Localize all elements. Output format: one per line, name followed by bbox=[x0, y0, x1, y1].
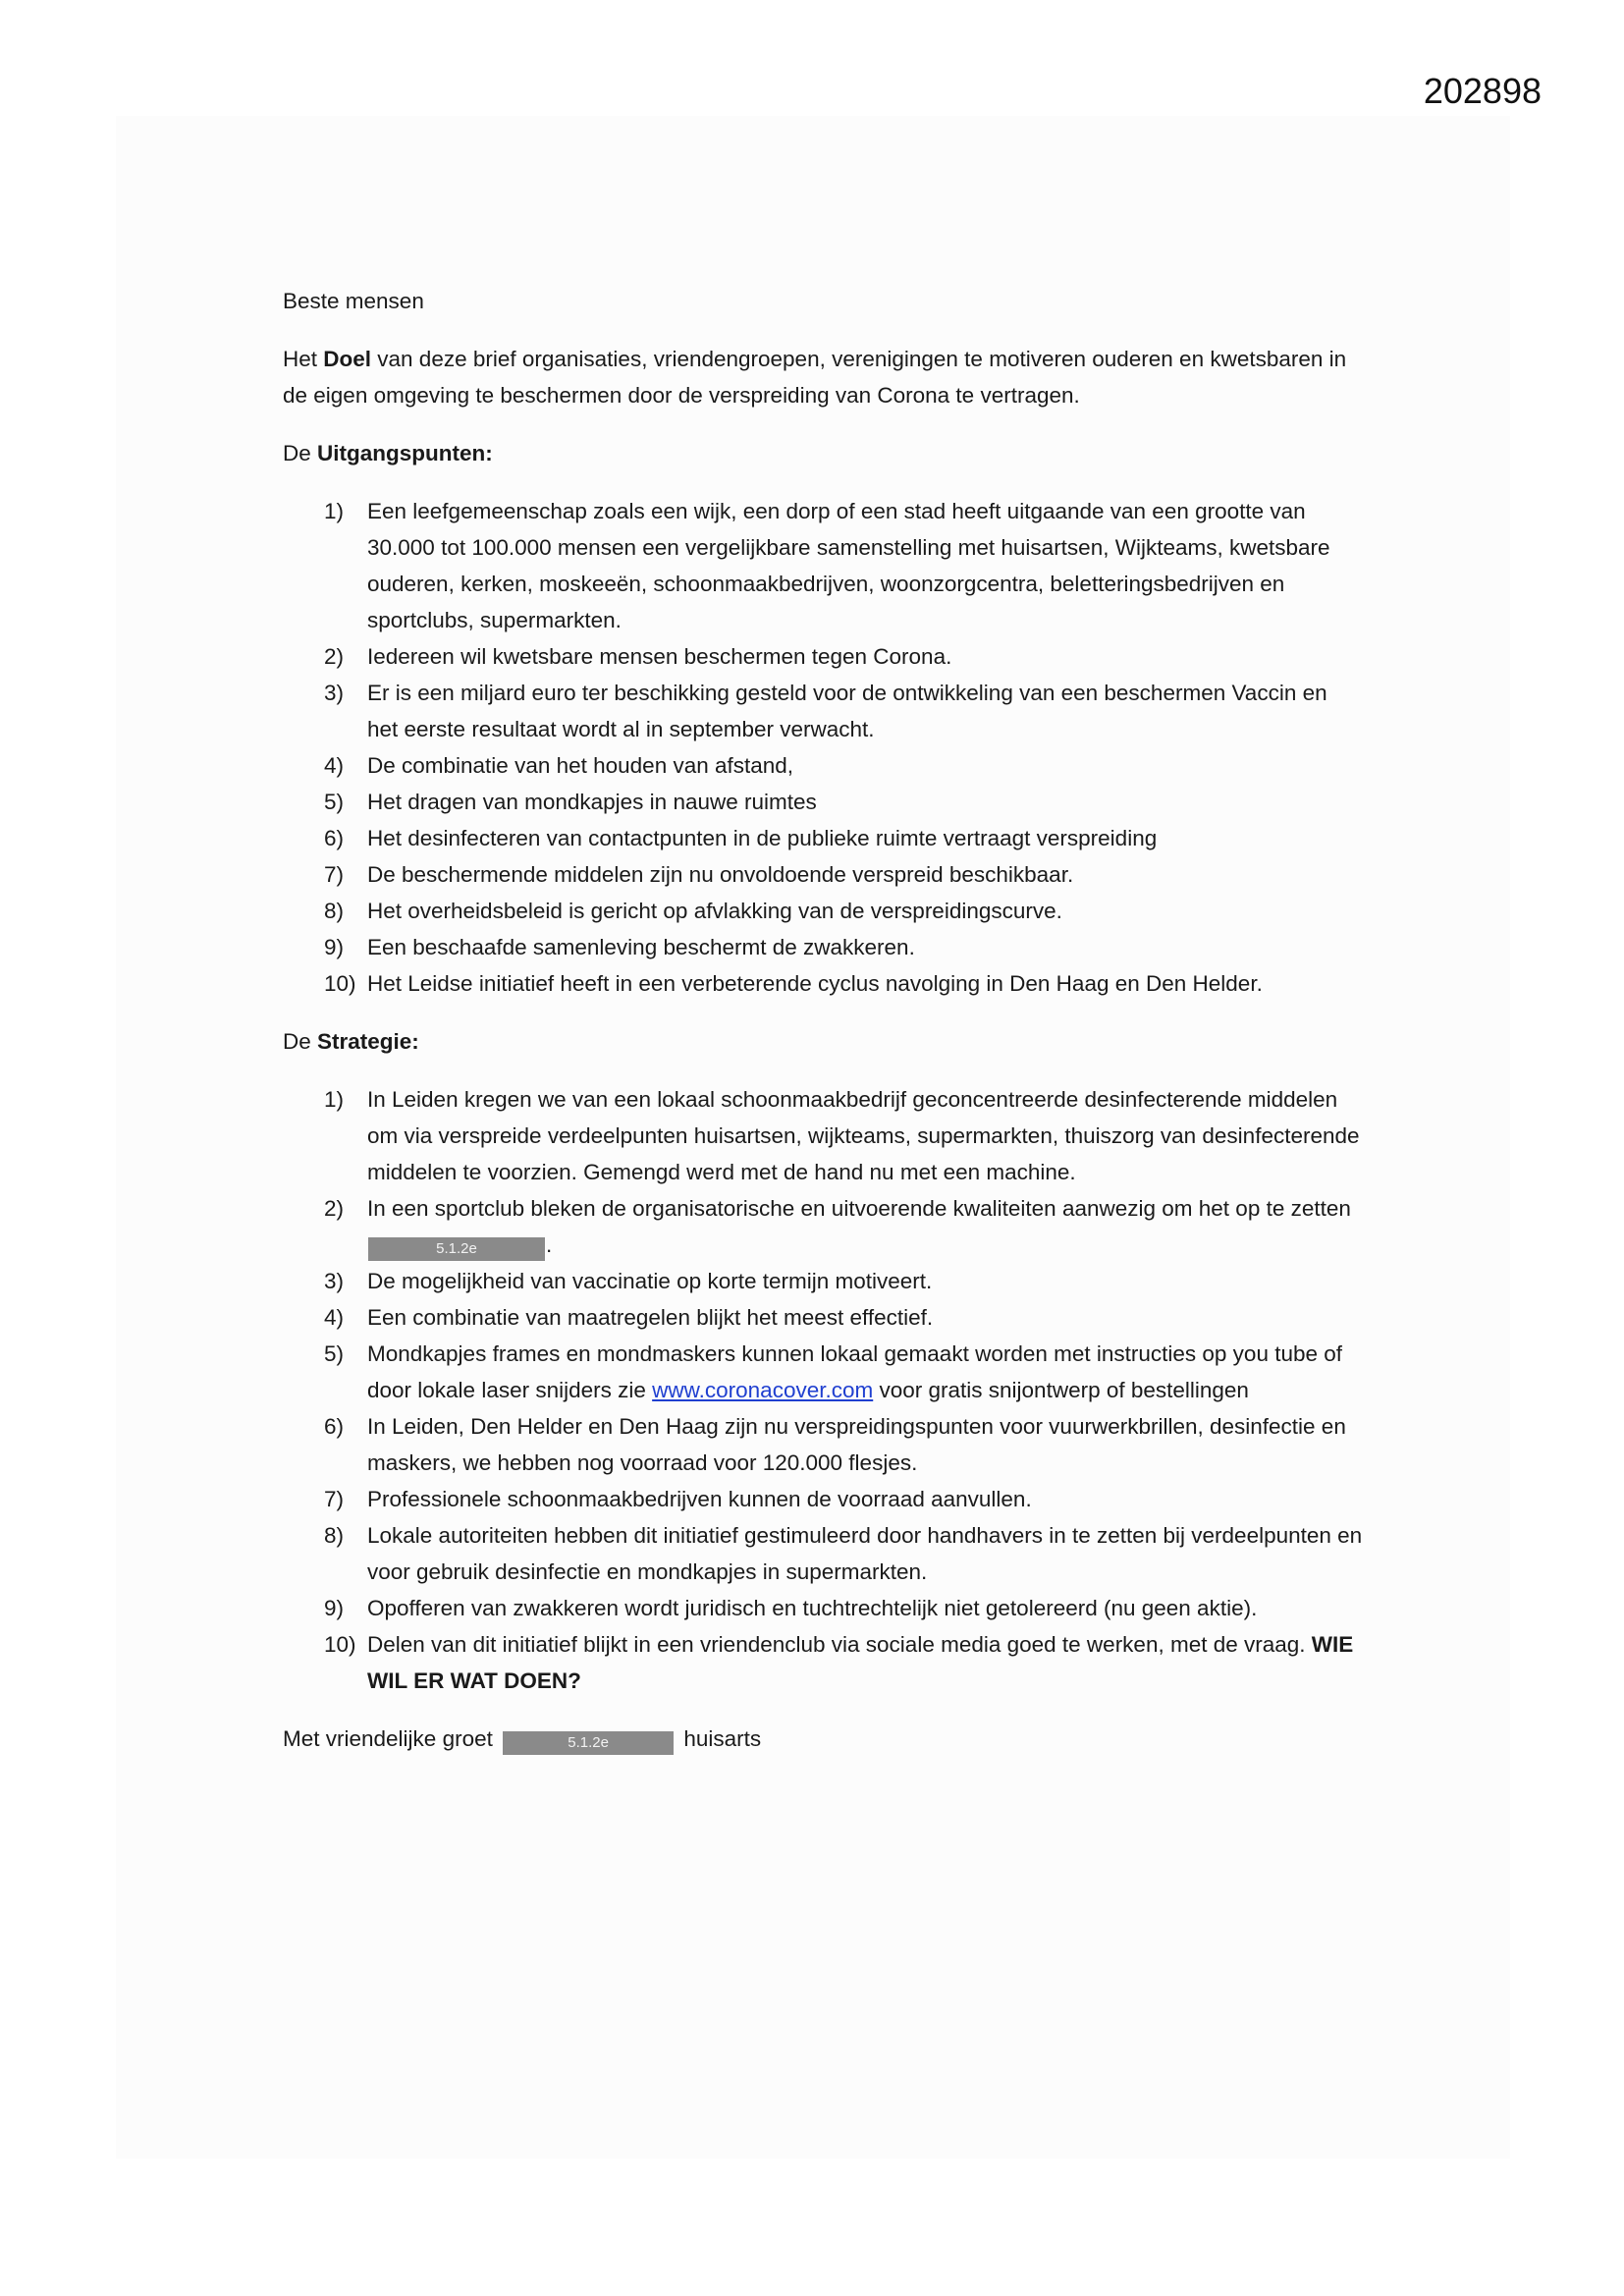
item-text: De combinatie van het houden van afstand, bbox=[367, 753, 794, 778]
item-number: 1) bbox=[324, 1087, 345, 1112]
item-text: Het dragen van mondkapjes in nauwe ruimtes bbox=[367, 790, 817, 814]
item-number: 9) bbox=[324, 935, 345, 959]
item-text: Er is een miljard euro ter beschikking gesteld voor de ontwikkeling van een beschermen Vaccin en het eerste resultaat wordt al in september verwacht. bbox=[367, 681, 1327, 741]
list-item bbox=[283, 747, 1363, 784]
item-text-pre: Mondkapjes frames en mondmaskers kunnen lokaal gemaakt worden met instructies op you tube of door lokale laser snijders zie bbox=[367, 1341, 1343, 1402]
list-item bbox=[283, 784, 1363, 820]
item-text: Professionele schoonmaakbedrijven kunnen de voorraad aanvullen. bbox=[367, 1487, 1032, 1511]
list-item bbox=[283, 1081, 1363, 1190]
item-number: 8) bbox=[324, 899, 345, 923]
redaction-box: 5.1.2e bbox=[503, 1731, 674, 1755]
item-text: Lokale autoriteiten hebben dit initiatief gestimuleerd door handhavers in te zetten bij verdeelpunten en voor gebruik desinfectie en mondkapjes in supermarkten. bbox=[367, 1523, 1363, 1584]
list-item bbox=[283, 675, 1363, 747]
item-number: 4) bbox=[324, 753, 345, 778]
salutation: Beste mensen bbox=[283, 289, 424, 313]
section-heading-uitgangspunten bbox=[283, 435, 1363, 471]
letter-body bbox=[283, 283, 1363, 1757]
item-number: 10) bbox=[324, 1632, 356, 1657]
item-bold-question: WIE WIL ER WAT DOEN? bbox=[367, 1632, 1354, 1693]
section-title: Uitgangspunten: bbox=[317, 441, 493, 465]
item-number: 6) bbox=[324, 1414, 345, 1439]
list-item bbox=[283, 1517, 1363, 1590]
item-number: 7) bbox=[324, 1487, 345, 1511]
item-text: Een beschaafde samenleving beschermt de zwakkeren. bbox=[367, 935, 915, 959]
list-item bbox=[283, 1626, 1363, 1699]
item-number: 5) bbox=[324, 1341, 345, 1366]
item-text: In een sportclub bleken de organisatorische en uitvoerende kwaliteiten aanwezig om het op te zetten bbox=[367, 1196, 1351, 1221]
document-number: 202898 bbox=[1423, 71, 1542, 111]
item-text-post: voor gratis snijontwerp of bestellingen bbox=[873, 1378, 1249, 1402]
item-number: 1) bbox=[324, 499, 345, 523]
item-number: 2) bbox=[324, 1196, 345, 1221]
item-text: Een combinatie van maatregelen blijkt het meest effectief. bbox=[367, 1305, 934, 1330]
closing-pre: Met vriendelijke groet bbox=[283, 1726, 493, 1751]
list-item bbox=[283, 1481, 1363, 1517]
item-text: Het Leidse initiatief heeft in een verbeterende cyclus navolging in Den Haag en Den Helder. bbox=[367, 971, 1263, 996]
item-number: 10) bbox=[324, 971, 356, 996]
list-item bbox=[283, 1263, 1363, 1299]
section-prefix: De bbox=[283, 1029, 318, 1054]
section-heading-strategie bbox=[283, 1023, 1363, 1060]
item-end: . bbox=[546, 1232, 553, 1257]
item-text: Het overheidsbeleid is gericht op afvlakking van de verspreidingscurve. bbox=[367, 899, 1062, 923]
list-item bbox=[283, 965, 1363, 1002]
item-text: Iedereen wil kwetsbare mensen beschermen tegen Corona. bbox=[367, 644, 952, 669]
item-number: 7) bbox=[324, 862, 345, 887]
list-item bbox=[283, 929, 1363, 965]
list-item bbox=[283, 493, 1363, 638]
item-number: 6) bbox=[324, 826, 345, 850]
item-number: 3) bbox=[324, 1269, 345, 1293]
list-item bbox=[283, 1299, 1363, 1336]
redaction-box: 5.1.2e bbox=[368, 1237, 545, 1261]
item-number: 5) bbox=[324, 790, 345, 814]
list-item bbox=[283, 1590, 1363, 1626]
item-text: De beschermende middelen zijn nu onvoldoende verspreid beschikbaar. bbox=[367, 862, 1074, 887]
item-number: 9) bbox=[324, 1596, 345, 1620]
item-text: Het desinfecteren van contactpunten in de publieke ruimte vertraagt verspreiding bbox=[367, 826, 1158, 850]
coronacover-link[interactable]: www.coronacover.com bbox=[652, 1378, 874, 1402]
uitgangspunten-list bbox=[283, 493, 1363, 1002]
list-item bbox=[283, 893, 1363, 929]
closing-line bbox=[283, 1721, 1363, 1757]
item-number: 2) bbox=[324, 644, 345, 669]
item-text: Opofferen van zwakkeren wordt juridisch en tuchtrechtelijk niet getolereerd (nu geen aktie). bbox=[367, 1596, 1258, 1620]
section-title: Strategie: bbox=[317, 1029, 419, 1054]
closing-post: huisarts bbox=[683, 1726, 762, 1751]
item-number: 4) bbox=[324, 1305, 345, 1330]
item-text: In Leiden kregen we van een lokaal schoonmaakbedrijf geconcentreerde desinfecterende middelen om via verspreide verdeelpunten huisartsen, wijkteams, supermarkten, thuiszorg van desinfecterende middelen te voorzien. Gemengd werd met de hand nu met een machine. bbox=[367, 1087, 1360, 1184]
strategie-list bbox=[283, 1081, 1363, 1699]
item-text: De mogelijkheid van vaccinatie op korte termijn motiveert. bbox=[367, 1269, 933, 1293]
item-number: 8) bbox=[324, 1523, 345, 1548]
list-item bbox=[283, 856, 1363, 893]
item-text: Een leefgemeenschap zoals een wijk, een dorp of een stad heeft uitgaande van een grootte van 30.000 tot 100.000 mensen een vergelijkbare samenstelling met huisartsen, Wijkteams, kwetsbare ouderen, kerken, moskeeën, schoonmaakbedrijven, woonzorgcentra, beletteringsbedrijven en sportclubs, supermarkten. bbox=[367, 499, 1330, 632]
list-item bbox=[283, 1408, 1363, 1481]
intro-pre: Het bbox=[283, 347, 324, 371]
section-prefix: De bbox=[283, 441, 318, 465]
item-number: 3) bbox=[324, 681, 345, 705]
list-item bbox=[283, 1190, 1363, 1263]
intro-bold-doel: Doel bbox=[323, 347, 372, 371]
list-item bbox=[283, 638, 1363, 675]
list-item bbox=[283, 820, 1363, 856]
item-text: In Leiden, Den Helder en Den Haag zijn nu verspreidingspunten voor vuurwerkbrillen, desinfectie en maskers, we hebben nog voorraad voor 120.000 flesjes. bbox=[367, 1414, 1346, 1475]
list-item bbox=[283, 1336, 1363, 1408]
intro-post: van deze brief organisaties, vriendengroepen, verenigingen te motiveren ouderen en kwetsbaren in de eigen omgeving te beschermen door de verspreiding van Corona te vertragen. bbox=[283, 347, 1347, 408]
intro-paragraph bbox=[283, 341, 1363, 413]
item-text: Delen van dit initiatief blijkt in een vriendenclub via sociale media goed te werken, met de vraag. bbox=[367, 1632, 1312, 1657]
